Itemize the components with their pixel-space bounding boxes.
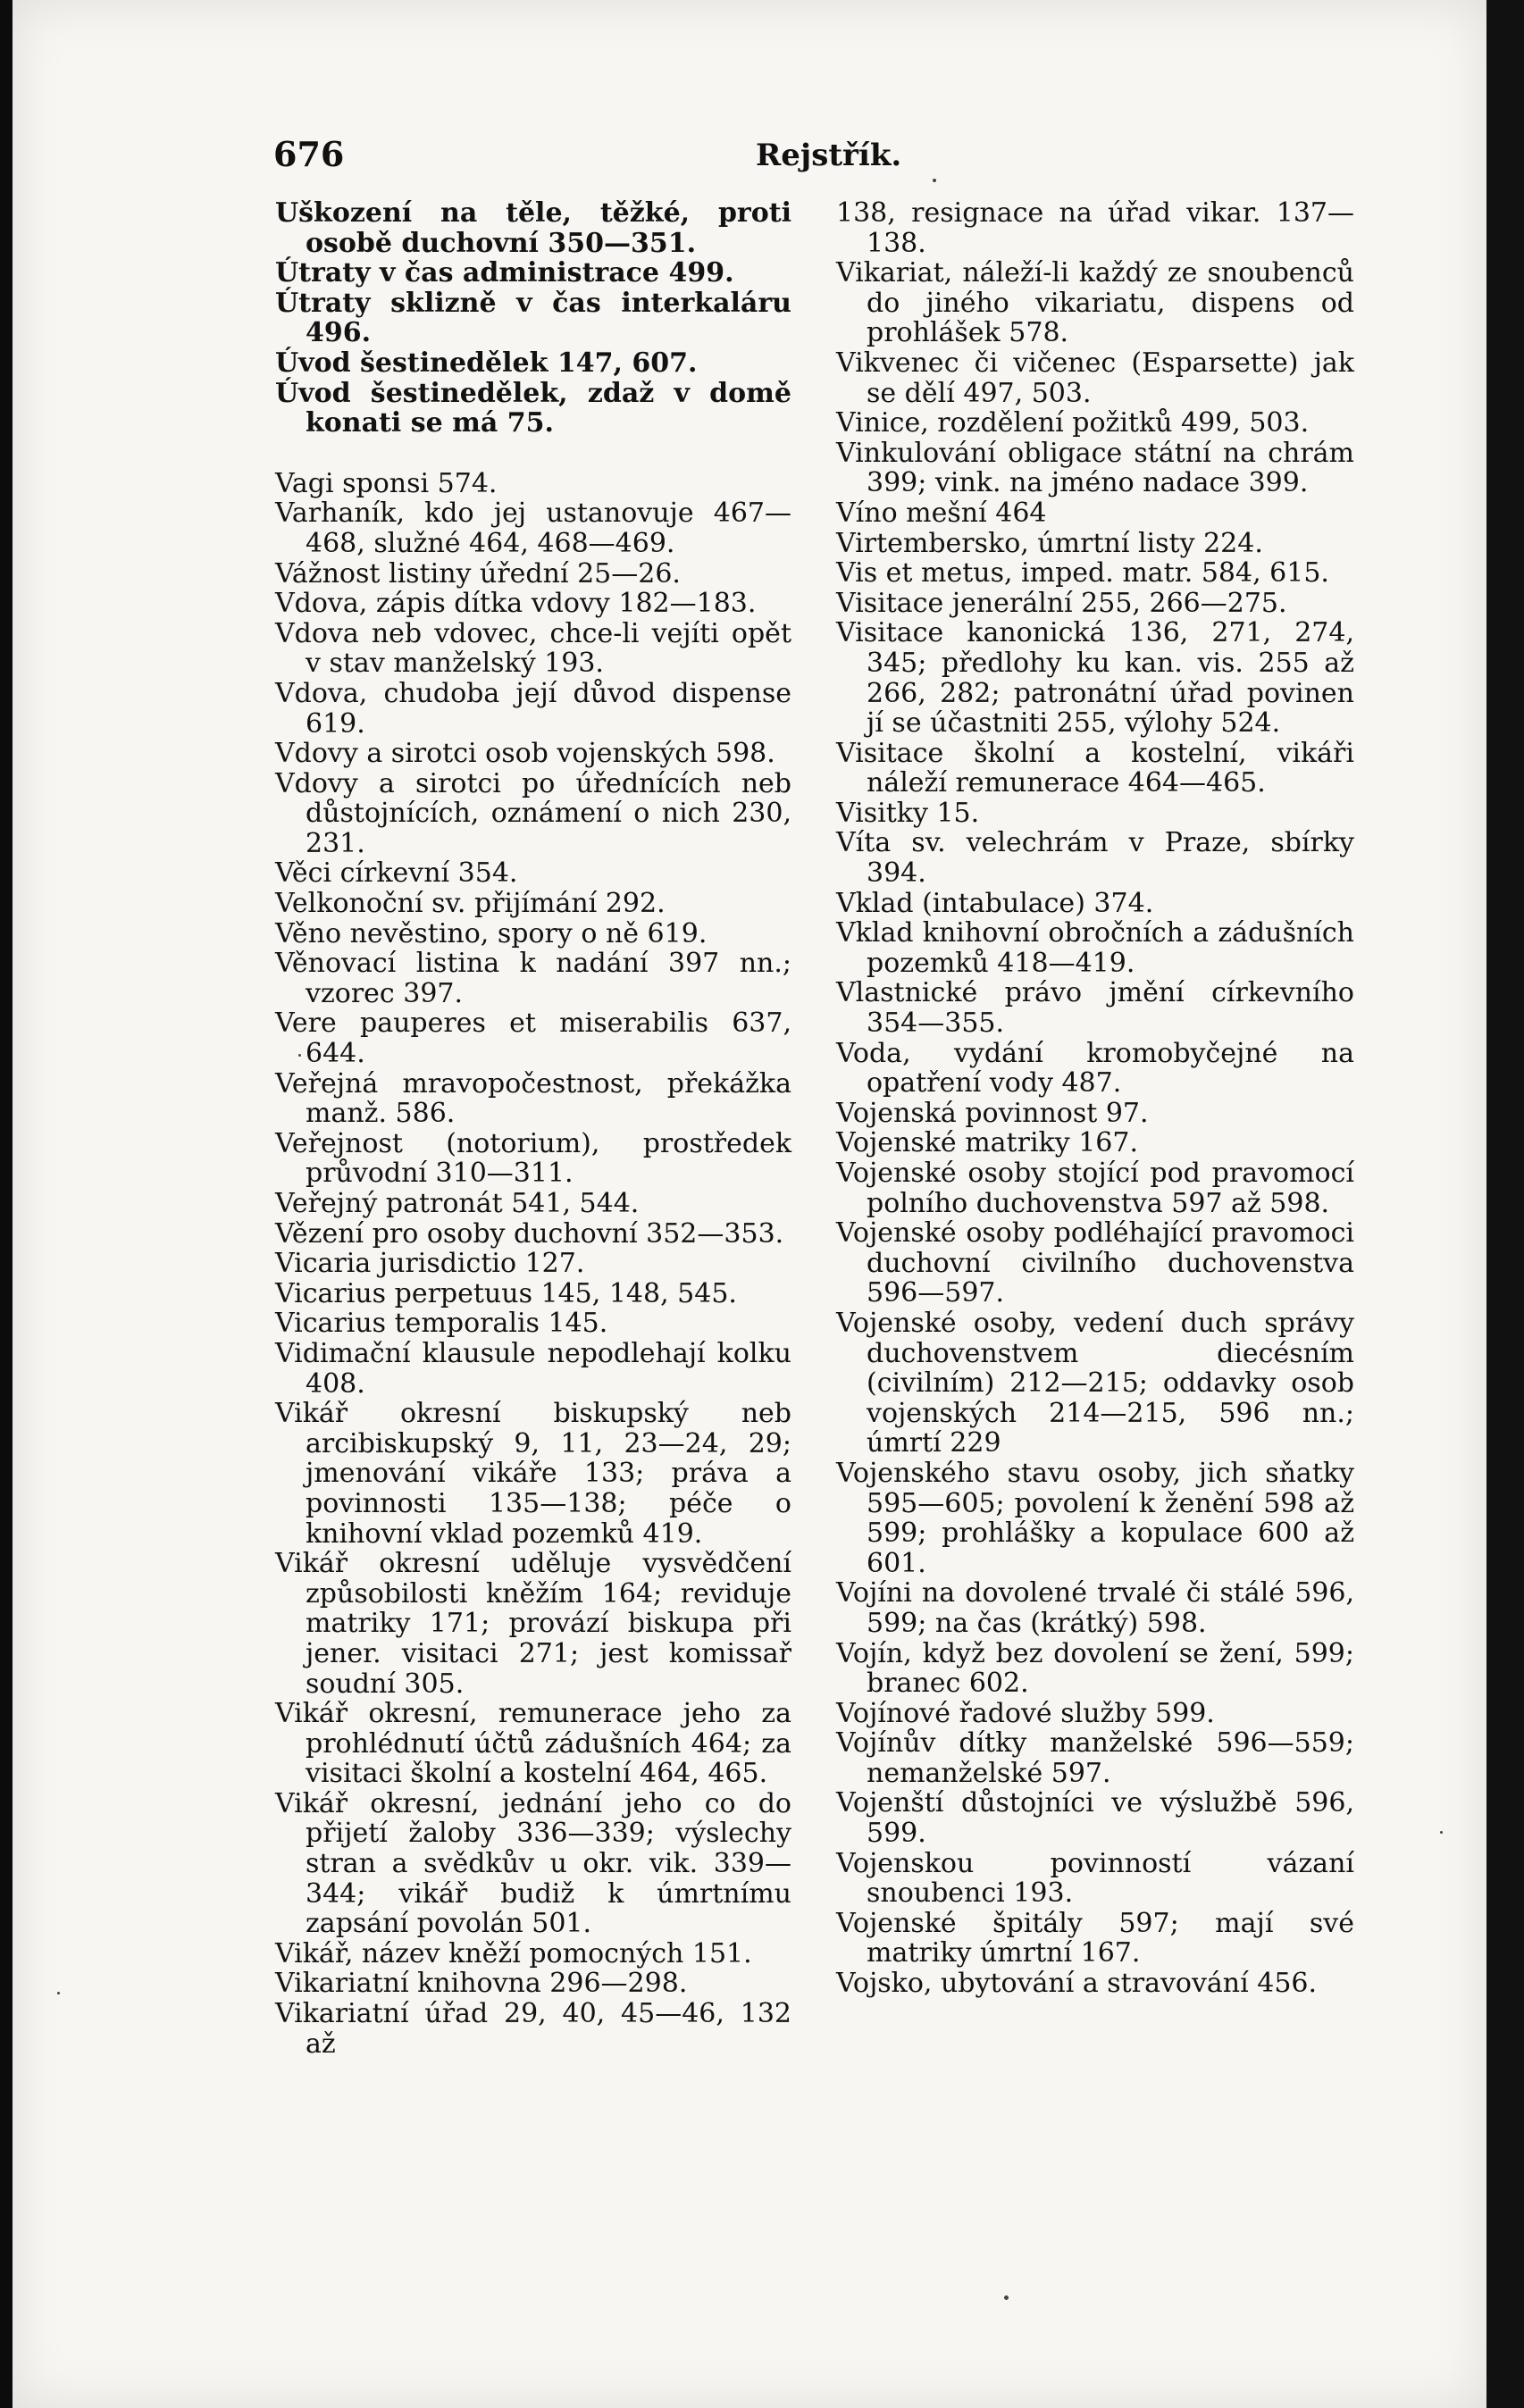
index-entry: Vicaria jurisdictio 127. — [275, 1248, 585, 1280]
index-entry: Vinice, rozdělení požitků 499, 503. — [836, 407, 1310, 439]
index-entry: Vojenská povinnost 97. — [836, 1097, 1149, 1129]
index-entry: Vere pauperes et miserabilis 637, 644. — [275, 1008, 791, 1070]
index-entry: Varhaník, kdo jej ustanovuje 467—468, služné 464, 468—469. — [275, 497, 791, 559]
index-entry: Veřejný patronát 541, 544. — [275, 1188, 640, 1219]
index-entry: Vězení pro osoby duchovní 352—353. — [275, 1217, 784, 1250]
index-entry: Vdova neb vdovec, chce-li vejíti opět v stav manželský 193. — [275, 617, 791, 680]
paper-speck — [1440, 1831, 1443, 1834]
index-entry: Vojenské špitály 597; mají své matriky úmrtní 167. — [836, 1907, 1354, 1969]
index-entry: Vikariat, náleží-li každý ze snoubenců do jiného vikariatu, dispens od prohlášek 578. — [836, 257, 1354, 349]
page-header — [273, 132, 902, 177]
index-entry: Vklad (intabulace) 374. — [836, 887, 1154, 919]
index-column-right — [836, 198, 1354, 1999]
index-entry: Vikariatní úřad 29, 40, 45—46, 132 až — [275, 1998, 791, 2060]
index-entry: Vojenskou povinností vázaní snoubenci 193. — [836, 1847, 1354, 1910]
index-entry: Vojenské osoby, vedení duch správy duchovenstvem diecésním (civilním) 212—215; oddavky osob vojenských 214—215, 596 nn.; úmrtí 229 — [836, 1307, 1354, 1459]
index-entry: Vikář okresní, remunerace jeho za prohlédnutí účtů zádušních 464; za visitaci školní a kostelní 464, 465. — [275, 1698, 791, 1790]
index-column-left — [275, 198, 791, 2059]
index-entry: Visitace kanonická 136, 271, 274, 345; předlohy ku kan. vis. 255 až 266, 282; patronátní úřad povinen jí se účastniti 255, výlohy 524. — [836, 617, 1354, 740]
index-entry: Velkonoční sv. přijímání 292. — [275, 888, 666, 920]
index-entry: Vikář okresní biskupský neb arcibiskupský 9, 11, 23—24, 29; jmenování vikáře 133; práva a povinnosti 135—138; péče o knihovní vklad pozemků 419. — [275, 1398, 791, 1550]
paper-speck — [1004, 2295, 1009, 2300]
index-entry: Vikvenec či vičenec (Esparsette) jak se dělí 497, 503. — [836, 347, 1354, 409]
index-entry: Vagi sponsi 574. — [275, 467, 498, 499]
index-entry: Vojenské osoby podléhající pravomoci duchovní civilního duchovenstva 596—597. — [836, 1217, 1354, 1309]
index-entry: Virtembersko, úmrtní listy 224. — [836, 527, 1263, 559]
index-entry: Vikář okresní, jednání jeho co do přijetí žaloby 336—339; výslechy stran a svědkův u okr. vik. 339—344; vikář budiž k úmrtnímu zapsání povolán 501. — [275, 1787, 791, 1940]
index-entry: Vicarius temporalis 145. — [275, 1308, 608, 1340]
index-entry: Vdovy a sirotci po úřednících neb důstojnících, oznámení o nich 230, 231. — [275, 767, 791, 859]
index-entry: Vojínův dítky manželské 596—559; nemanželské 597. — [836, 1727, 1354, 1789]
index-entry: Vicarius perpetuus 145, 148, 545. — [275, 1277, 737, 1309]
index-entry: Věci církevní 354. — [275, 857, 518, 890]
index-entry: Vojenského stavu osoby, jich sňatky 595—605; povolení k ženění 598 až 599; prohlášky a kopulace 600 až 601. — [836, 1457, 1354, 1579]
index-entry: Úvod šestinedělek 147, 607. — [275, 347, 698, 379]
index-entry: Vojenské matriky 167. — [836, 1127, 1138, 1159]
scan-border — [1486, 0, 1524, 2408]
index-entry: Vikariatní knihovna 296—298. — [275, 1968, 688, 2000]
index-entry: Vikář, název kněží pomocných 151. — [275, 1937, 752, 1969]
index-entry: Veřejná mravopočestnost, překážka manž. 586. — [275, 1067, 791, 1130]
index-entry: Věno nevěstino, spory o ně 619. — [275, 917, 708, 949]
index-entry: Visitace školní a kostelní, vikáři náleží remunerace 464—465. — [836, 737, 1354, 799]
section-gap — [275, 439, 791, 469]
index-entry: Útraty sklizně v čas interkaláru 496. — [275, 287, 791, 349]
index-entry: Uškození na těle, těžké, proti osobě duchovní 350—351. — [275, 197, 791, 259]
index-entry: Vdova, zápis dítka vdovy 182—183. — [275, 588, 757, 620]
index-entry: Vojíni na dovolené trvalé či stálé 596, 599; na čas (krátký) 598. — [836, 1577, 1354, 1639]
page-number: 676 — [273, 134, 345, 174]
index-entry: Víta sv. velechrám v Praze, sbírky 394. — [836, 827, 1354, 890]
index-entry: 138, resignace na úřad vikar. 137—138. — [836, 197, 1354, 259]
index-entry: Věnovací listina k nadání 397 nn.; vzorec 397. — [275, 948, 791, 1009]
index-entry: Vojenští důstojníci ve výslužbě 596, 599. — [836, 1787, 1354, 1850]
index-entry: Vidimační klausule nepodlehají kolku 408. — [275, 1337, 791, 1400]
index-entry: Víno mešní 464 — [836, 497, 1047, 529]
index-entry: Úvod šestinedělek, zdaž v domě konati se má 75. — [275, 377, 791, 439]
index-entry: Vikář okresní uděluje vysvědčení způsobilosti kněžím 164; reviduje matriky 171; provází biskupa při jener. visitaci 271; jest komissař soudní 305. — [275, 1548, 791, 1700]
index-entry: Visitace jenerální 255, 266—275. — [836, 587, 1287, 619]
index-entry: Vojenské osoby stojící pod pravomocí polního duchovenstva 597 až 598. — [836, 1158, 1354, 1219]
index-entry: Vklad knihovní obročních a zádušních pozemků 418—419. — [836, 917, 1354, 979]
paper-speck — [57, 1992, 60, 1994]
index-entry: Voda, vydání kromobyčejné na opatření vody 487. — [836, 1037, 1354, 1099]
index-entry: Vdovy a sirotci osob vojenských 598. — [275, 738, 775, 770]
index-entry: Vojín, když bez dovolení se žení, 599; branec 602. — [836, 1637, 1354, 1700]
running-title: Rejstřík. — [756, 138, 902, 173]
index-entry: Útraty v čas administrace 499. — [275, 257, 734, 289]
index-entry: Vis et metus, imped. matr. 584, 615. — [836, 557, 1329, 589]
index-entry: Vinkulování obligace státní na chrám 399; vink. na jméno nadace 399. — [836, 437, 1354, 499]
index-entry: Vážnost listiny úřední 25—26. — [275, 557, 681, 589]
index-entry: Vojsko, ubytování a stravování 456. — [836, 1968, 1318, 2000]
paper-speck — [933, 179, 936, 182]
index-entry: Visitky 15. — [836, 797, 980, 829]
index-entry: Veřejnost (notorium), prostředek průvodní 310—311. — [275, 1127, 791, 1190]
index-entry: Vdova, chudoba její důvod dispense 619. — [275, 677, 791, 740]
index-entry: Vojínové řadové služby 599. — [836, 1697, 1215, 1729]
index-entry: Vlastnické právo jmění církevního 354—355. — [836, 977, 1354, 1040]
